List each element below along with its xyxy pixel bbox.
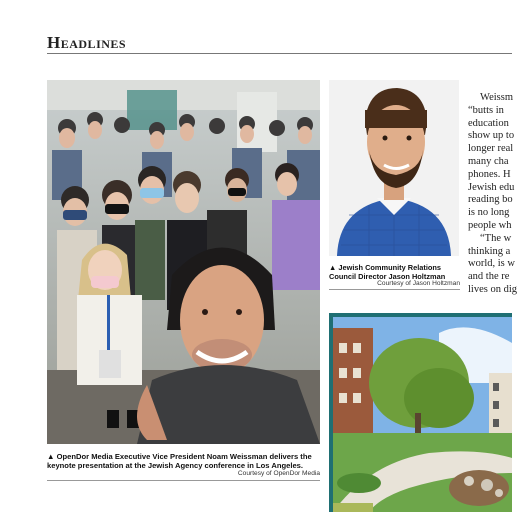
article-line: many cha — [468, 155, 509, 167]
building-photo — [329, 313, 512, 512]
holtzman-photo — [329, 80, 459, 256]
selfie-caption-rule — [47, 480, 320, 481]
header-rule — [47, 53, 512, 54]
holtzman-caption-rule — [329, 289, 460, 290]
holtzman-credit: Courtesy of Jason Holtzman — [377, 280, 460, 287]
article-line: Jewish edu — [468, 181, 515, 193]
selfie-photo — [47, 80, 320, 444]
holtzman-caption-line-1: ▲ Jewish Community Relations — [329, 263, 442, 272]
article-line: thinking a — [468, 245, 511, 257]
article-line: “butts in — [468, 104, 504, 116]
selfie-caption-line-1: ▲ OpenDor Media Executive Vice President Noam Weissman delivers the — [47, 452, 312, 461]
holtzman-caption — [329, 263, 461, 281]
article-line: lives on dig — [468, 283, 517, 295]
selfie-caption-line-2: keynote presentation at the Jewish Agency conference in Los Angeles. — [47, 461, 304, 470]
section-title: Headlines — [47, 33, 127, 52]
article-line: and the re — [468, 271, 510, 283]
selfie-credit: Courtesy of OpenDor Media — [237, 470, 320, 477]
holtzman-portrait — [329, 80, 459, 256]
article-line: people wh — [468, 219, 512, 231]
article-line: longer real — [468, 143, 514, 155]
article-line: world, is w — [468, 258, 515, 270]
article-line: Weissm — [480, 92, 513, 103]
selfie-illustration — [47, 80, 320, 444]
article-column — [468, 92, 528, 297]
article-line: phones. H — [468, 168, 511, 180]
article-line: show up to — [468, 130, 515, 142]
building-illustration — [329, 313, 512, 512]
selfie-caption — [47, 452, 320, 470]
article-line: reading bo — [468, 194, 513, 206]
article-line: is no long — [468, 207, 510, 219]
article-line: “The w — [480, 232, 512, 244]
holtzman-caption-line-2: Council Director Jason Holtzman — [329, 272, 446, 281]
article-line: education — [468, 117, 509, 129]
